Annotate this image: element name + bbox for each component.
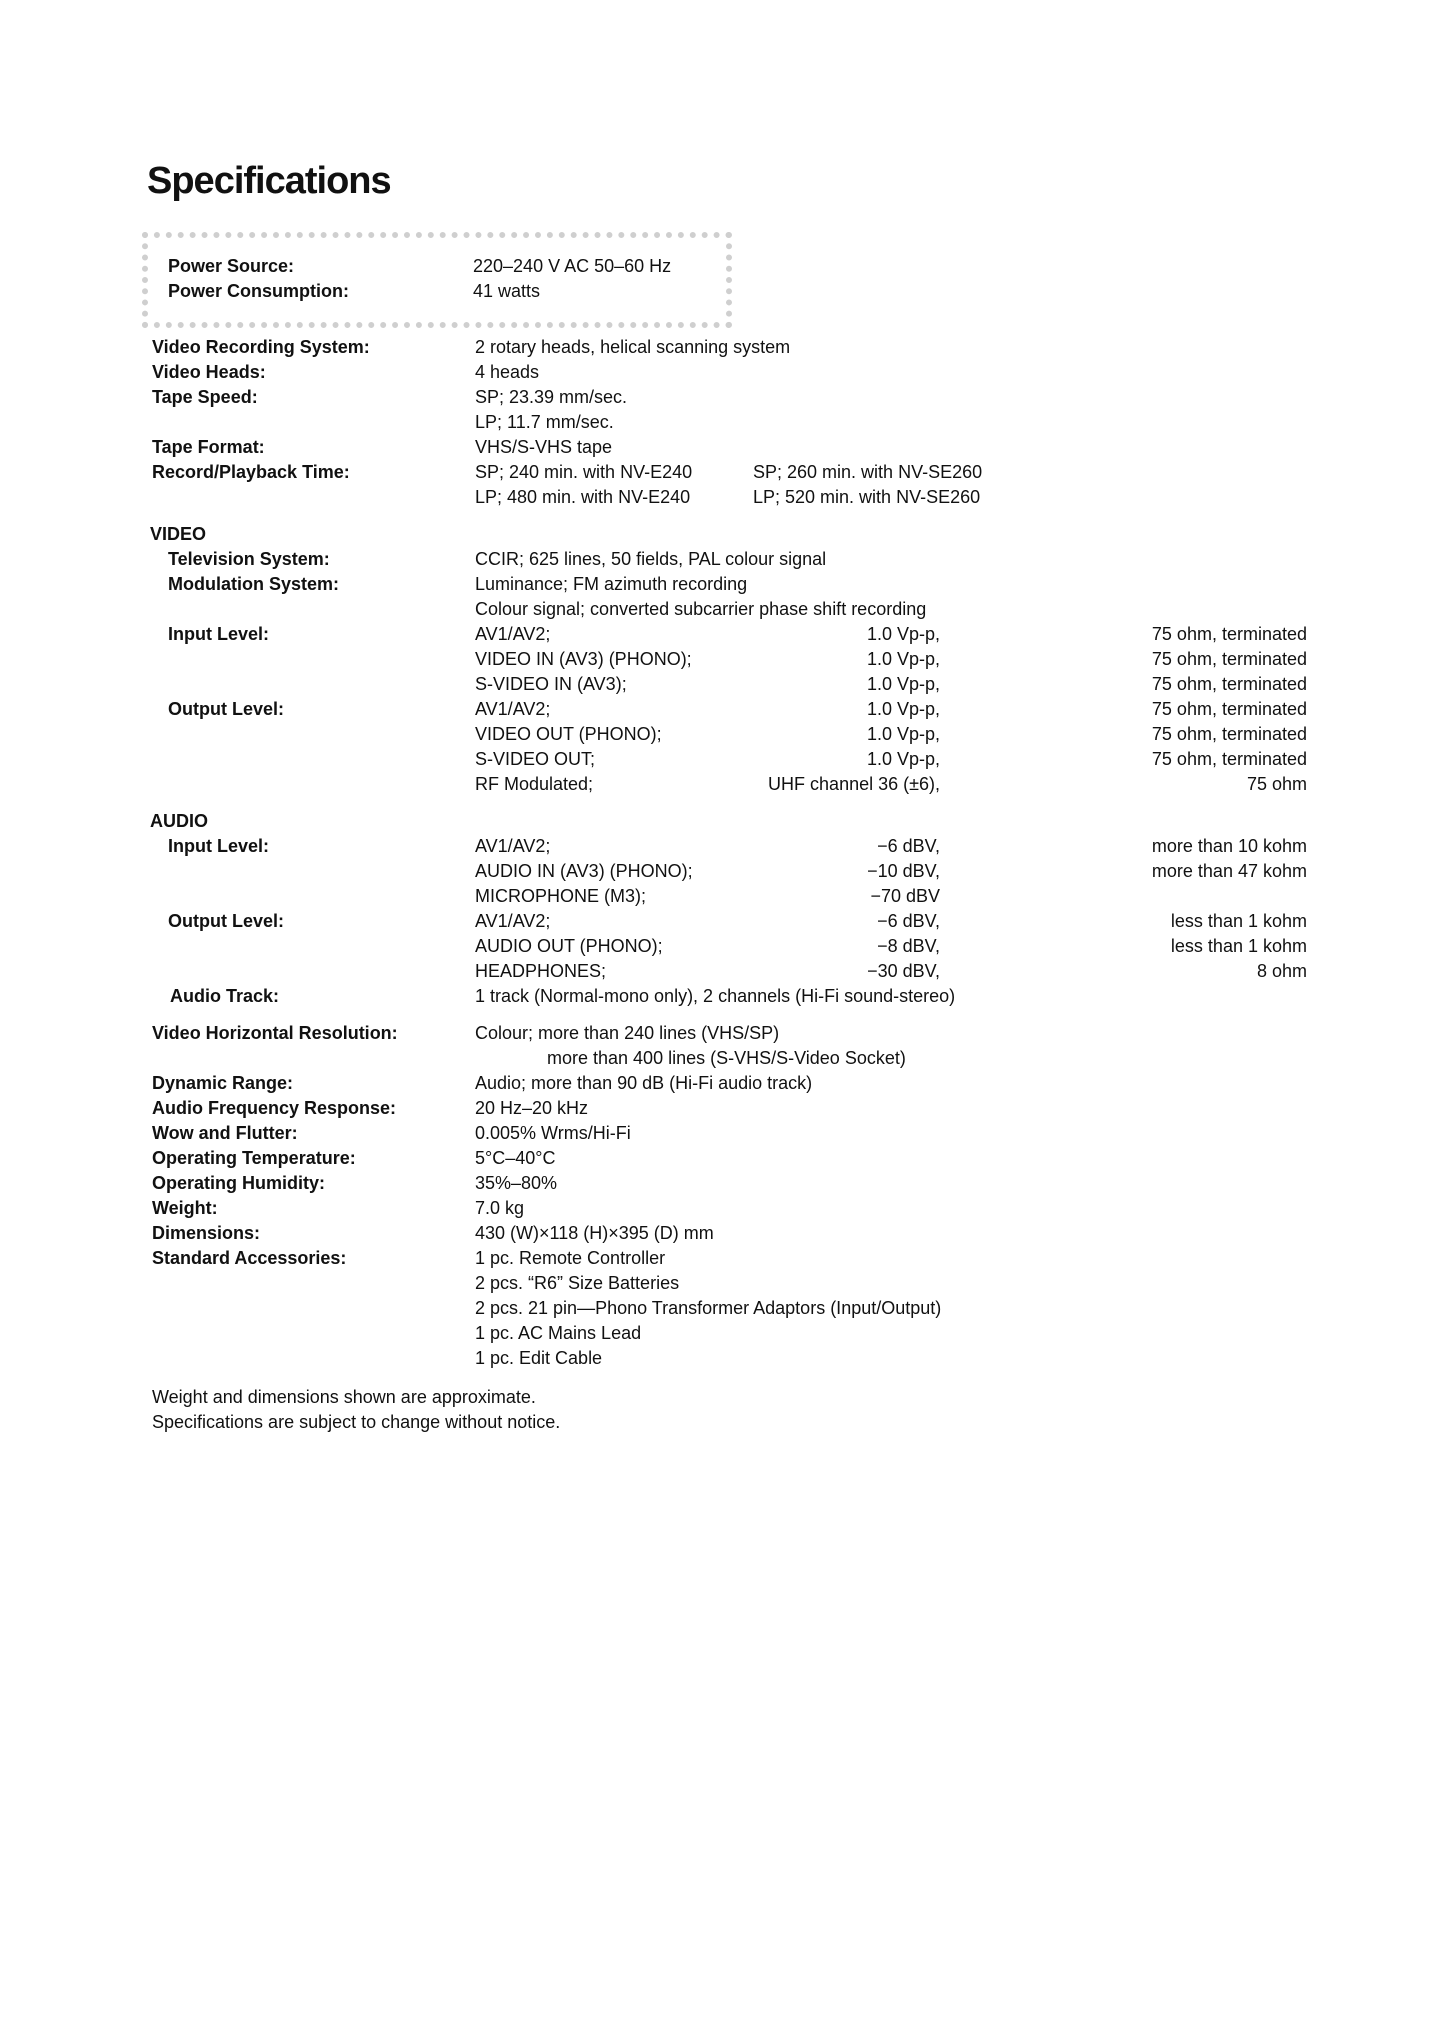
video-level-value: 1.0 Vp-p, xyxy=(866,674,940,694)
audio-level-impedance: 8 ohm xyxy=(1256,961,1307,981)
power-box xyxy=(142,232,732,328)
audio-level-port: AV1/AV2; xyxy=(475,911,551,931)
freq-response-label: Audio Frequency Response: xyxy=(152,1098,397,1118)
video-level-port: RF Modulated; xyxy=(475,774,594,794)
dimensions-label: Dimensions: xyxy=(152,1223,261,1243)
video-level-port: AV1/AV2; xyxy=(475,699,551,719)
video-level-port: VIDEO IN (AV3) (PHONO); xyxy=(475,649,692,669)
record-time-e240-sp: SP; 240 min. with NV-E240 xyxy=(475,462,693,482)
record-time-se260-sp: SP; 260 min. with NV-SE260 xyxy=(753,462,983,482)
audio-level-value: −6 dBV, xyxy=(877,836,940,856)
video-heads-label: Video Heads: xyxy=(152,362,266,382)
audio-heading: AUDIO xyxy=(150,811,208,831)
tape-speed-lp: LP; 11.7 mm/sec. xyxy=(475,412,614,432)
op-humidity-label: Operating Humidity: xyxy=(152,1173,326,1193)
tv-system-value: CCIR; 625 lines, 50 fields, PAL colour signal xyxy=(475,549,827,569)
video-level-impedance: 75 ohm, terminated xyxy=(1151,724,1307,744)
note-approximate: Weight and dimensions shown are approximate. xyxy=(152,1387,536,1407)
freq-response-value: 20 Hz–20 kHz xyxy=(475,1098,589,1118)
record-time-se260-lp: LP; 520 min. with NV-SE260 xyxy=(753,487,981,507)
audio-level-port: HEADPHONES; xyxy=(475,961,607,981)
video-input-level-label: Input Level: xyxy=(168,624,270,644)
weight-label: Weight: xyxy=(152,1198,218,1218)
audio-track-value: 1 track (Normal-mono only), 2 channels (Hi-Fi sound-stereo) xyxy=(475,986,956,1006)
accessory-item: 1 pc. Edit Cable xyxy=(475,1348,603,1368)
audio-level-impedance: more than 47 kohm xyxy=(1151,861,1307,881)
modulation-colour: Colour signal; converted subcarrier phase shift recording xyxy=(475,599,927,619)
video-level-impedance: 75 ohm, terminated xyxy=(1151,649,1307,669)
power-source-label: Power Source: xyxy=(168,256,295,276)
video-heads-value: 4 heads xyxy=(475,362,540,382)
accessory-item: 1 pc. AC Mains Lead xyxy=(475,1323,642,1343)
resolution-svhs: more than 400 lines (S-VHS/S-Video Socket) xyxy=(547,1048,906,1068)
video-level-value: 1.0 Vp-p, xyxy=(866,724,940,744)
resolution-label: Video Horizontal Resolution: xyxy=(152,1023,398,1043)
dimensions-value: 430 (W)×118 (H)×395 (D) mm xyxy=(475,1223,714,1243)
weight-value: 7.0 kg xyxy=(475,1198,525,1218)
audio-level-value: −70 dBV xyxy=(870,886,940,906)
op-humidity-value: 35%–80% xyxy=(475,1173,558,1193)
audio-level-value: −30 dBV, xyxy=(867,961,940,981)
power-consumption-label: Power Consumption: xyxy=(168,281,349,301)
video-level-impedance: 75 ohm, terminated xyxy=(1151,699,1307,719)
audio-level-port: MICROPHONE (M3); xyxy=(475,886,646,906)
video-level-impedance: 75 ohm, terminated xyxy=(1151,624,1307,644)
video-level-impedance: 75 ohm, terminated xyxy=(1151,674,1307,694)
video-level-port: S-VIDEO IN (AV3); xyxy=(475,674,627,694)
audio-level-impedance: less than 1 kohm xyxy=(1170,936,1307,956)
video-level-value: 1.0 Vp-p, xyxy=(866,649,940,669)
note-change-notice: Specifications are subject to change without notice. xyxy=(152,1412,561,1432)
video-level-port: AV1/AV2; xyxy=(475,624,551,644)
audio-input-level-label: Input Level: xyxy=(168,836,270,856)
op-temp-label: Operating Temperature: xyxy=(152,1148,356,1168)
op-temp-value: 5°C–40°C xyxy=(475,1148,556,1168)
audio-level-value: −10 dBV, xyxy=(867,861,940,881)
audio-level-impedance: less than 1 kohm xyxy=(1170,911,1307,931)
audio-track-label: Audio Track: xyxy=(170,986,280,1006)
record-time-label: Record/Playback Time: xyxy=(152,462,350,482)
video-level-port: S-VIDEO OUT; xyxy=(475,749,596,769)
audio-level-value: −8 dBV, xyxy=(877,936,940,956)
tape-format-label: Tape Format: xyxy=(152,437,265,457)
video-level-value: 1.0 Vp-p, xyxy=(866,624,940,644)
audio-output-level-label: Output Level: xyxy=(168,911,284,931)
accessory-item: 2 pcs. 21 pin—Phono Transformer Adaptors (Input/Output) xyxy=(475,1298,942,1318)
tape-speed-sp: SP; 23.39 mm/sec. xyxy=(475,387,628,407)
video-level-value: UHF channel 36 (±6), xyxy=(768,774,940,794)
modulation-label: Modulation System: xyxy=(168,574,340,594)
audio-level-impedance: more than 10 kohm xyxy=(1151,836,1307,856)
dynamic-range-value: Audio; more than 90 dB (Hi-Fi audio track) xyxy=(475,1073,813,1093)
video-heading: VIDEO xyxy=(150,524,207,544)
dynamic-range-label: Dynamic Range: xyxy=(152,1073,294,1093)
wow-flutter-label: Wow and Flutter: xyxy=(152,1123,298,1143)
resolution-vhs: Colour; more than 240 lines (VHS/SP) xyxy=(475,1023,780,1043)
accessory-item: 1 pc. Remote Controller xyxy=(475,1248,666,1268)
accessory-item: 2 pcs. “R6” Size Batteries xyxy=(475,1273,680,1293)
video-level-port: VIDEO OUT (PHONO); xyxy=(475,724,662,744)
power-consumption-value: 41 watts xyxy=(473,281,541,301)
tape-speed-label: Tape Speed: xyxy=(152,387,258,407)
accessories-label: Standard Accessories: xyxy=(152,1248,347,1268)
video-level-value: 1.0 Vp-p, xyxy=(866,699,940,719)
video-recording-system-value: 2 rotary heads, helical scanning system xyxy=(475,337,791,357)
audio-level-value: −6 dBV, xyxy=(877,911,940,931)
audio-level-port: AUDIO IN (AV3) (PHONO); xyxy=(475,861,693,881)
wow-flutter-value: 0.005% Wrms/Hi-Fi xyxy=(475,1123,631,1143)
modulation-luminance: Luminance; FM azimuth recording xyxy=(475,574,748,594)
video-level-impedance: 75 ohm, terminated xyxy=(1151,749,1307,769)
video-recording-system-label: Video Recording System: xyxy=(152,337,370,357)
video-output-level-label: Output Level: xyxy=(168,699,284,719)
audio-level-port: AV1/AV2; xyxy=(475,836,551,856)
audio-level-port: AUDIO OUT (PHONO); xyxy=(475,936,663,956)
tape-format-value: VHS/S-VHS tape xyxy=(475,437,613,457)
record-time-e240-lp: LP; 480 min. with NV-E240 xyxy=(475,487,691,507)
video-level-value: 1.0 Vp-p, xyxy=(866,749,940,769)
page-title: Specifications xyxy=(147,160,391,202)
video-level-impedance: 75 ohm xyxy=(1246,774,1307,794)
tv-system-label: Television System: xyxy=(168,549,330,569)
power-source-value: 220–240 V AC 50–60 Hz xyxy=(473,256,672,276)
